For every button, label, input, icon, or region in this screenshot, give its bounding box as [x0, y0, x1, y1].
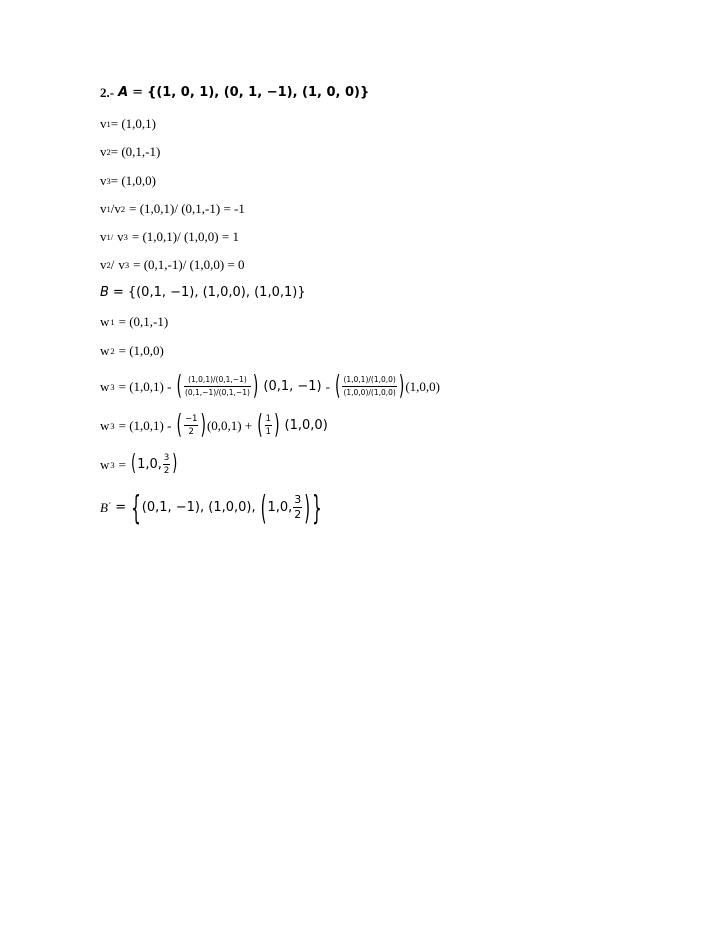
w3b-vector-2: (1,0,0) [284, 417, 328, 433]
v2-line: v 2 = (0,1,-1) [100, 144, 161, 159]
w3b-fraction-1 [184, 414, 199, 437]
bprime-prime: ´ [107, 501, 112, 513]
ratio3-value: = (0,1,-1)/ (1,0,0) = 0 [133, 257, 245, 272]
w3b-lhs: = (1,0,1) - [118, 417, 172, 433]
ratio2-b: v [117, 229, 124, 244]
bprime-fraction [293, 494, 302, 521]
w3a-paren-close-2: ) [398, 371, 405, 402]
w3-gram-schmidt-line: w 3 = (1,0,1) - ( $\frac{(1,0,1)/(0,1,-1)}{(0,1,-1)/(0,1,-1)}$ ) (0,1, −1) - ( $\frac{(1,0,1)/(1,0,0)}{(1,0,0)/(1,0,0)}$ ) (1,0,0) [100, 371, 440, 402]
set-b-line [100, 285, 306, 301]
w3-simplified-line: w 3 = (1,0,1) - ( $\frac{-1}{2}$ ) (0,0,1) + ( $\frac{1}{1}$ ) (1,0,0) [100, 410, 328, 441]
ratio-v1-v3: v 1/ v 3 = (1,0,1)/ (1,0,0) = 1 [100, 229, 239, 244]
ratio3-a: v [100, 257, 107, 272]
w3b-paren-open-2: ( [257, 410, 263, 441]
ratio-v1-v2: v 1 / v 2 = (1,0,1)/ (0,1,-1) = -1 [100, 201, 245, 216]
set-a-eq: = [132, 85, 144, 100]
w3a-lhs: = (1,0,1) - [118, 378, 172, 394]
v1-value: = (1,0,1) [110, 116, 156, 131]
w3c-inner: 1,0, [137, 456, 162, 472]
w3b-paren-open-1: ( [176, 410, 182, 441]
w3c-paren-open: ( [130, 450, 137, 477]
w3b-paren-close-2: ) [274, 410, 280, 441]
ratio2-a: v [100, 229, 107, 244]
bprime-eq: = [115, 499, 127, 515]
set-a-elements: {(1, 0, 1), (0, 1, −1), (1, 0, 0)} [147, 85, 370, 100]
w3b-f2-numerator: 1 [265, 414, 272, 424]
w1-line: w 1 = (0,1,-1) [100, 314, 169, 329]
w3c-eq: = [118, 456, 126, 472]
orthogonal-basis-line [100, 487, 323, 528]
w3c-name: w [100, 456, 110, 472]
w2-line: w 2 = (1,0,0) [100, 343, 164, 358]
ratio1-a: v [100, 201, 107, 216]
v2-value: = (0,1,-1) [110, 144, 161, 159]
w3b-fraction-2 [265, 414, 272, 437]
w3-result-line: w 3 = ( 1,0, $\frac{3}{2}$ ) [100, 450, 178, 477]
ratio1-sep: / [110, 201, 115, 216]
bprime-brace-open: { [131, 487, 141, 528]
v3-name: v [100, 173, 107, 188]
w3c-paren-close: ) [172, 450, 178, 477]
bprime-var: B [100, 499, 108, 515]
set-b-var: B [100, 285, 109, 300]
ratio1-b: v [114, 201, 121, 216]
w3a-paren-close-1: ) [252, 371, 259, 402]
bprime-numerator: 3 [294, 493, 302, 506]
v2-name: v [100, 144, 107, 159]
w3a-f1-numerator: (1,0,1)/(0,1,−1) [188, 375, 247, 384]
w3a-f2-numerator: (1,0,1)/(1,0,0) [343, 375, 396, 384]
set-a-var: A [118, 85, 129, 100]
w3b-f1-numerator: −1 [184, 414, 198, 424]
w3a-fraction-2 [342, 375, 396, 398]
v1-line: v 1 = (1,0,1) [100, 116, 156, 131]
ratio-v2-v3: v 2 / v 3 = (0,1,-1)/ (1,0,0) = 0 [100, 257, 245, 272]
w3c-numerator: 3 [163, 453, 170, 463]
w3b-paren-close-1: ) [200, 410, 206, 441]
bprime-paren-close: ) [304, 487, 311, 528]
w3b-name: w [100, 417, 110, 433]
w3a-paren-open-2: ( [334, 371, 341, 402]
w3a-vector-1: (0,1, −1) [263, 378, 322, 394]
bprime-vectors: (0,1, −1), (1,0,0), [141, 499, 256, 515]
ratio2-value: = (1,0,1)/ (1,0,0) = 1 [131, 229, 239, 244]
w3a-fraction-1 [184, 375, 251, 398]
w3a-vector-2: (1,0,0) [405, 378, 440, 394]
w3c-fraction [163, 453, 170, 476]
problem-number: 2.- [100, 85, 115, 100]
ratio3-b: v [118, 257, 125, 272]
w3c-denominator: 2 [163, 466, 170, 476]
w3b-f1-denominator: 2 [188, 427, 194, 437]
w3a-f2-denominator: (1,0,0)/(1,0,0) [343, 388, 396, 397]
w1-name: w [100, 314, 110, 329]
bprime-paren-open: ( [260, 487, 267, 528]
v3-line: v 3 = (1,0,0) [100, 173, 156, 188]
set-b-elements: {(0,1, −1), (1,0,0), (1,0,1)} [127, 285, 306, 300]
bprime-inner: 1,0, [267, 499, 293, 515]
w3a-paren-open-1: ( [176, 371, 182, 402]
v1-name: v [100, 116, 107, 131]
ratio1-value: = (1,0,1)/ (0,1,-1) = -1 [129, 201, 245, 216]
v3-value: = (1,0,0) [110, 173, 156, 188]
bprime-brace-close: } [312, 487, 322, 528]
w3a-minus: - [325, 378, 330, 394]
w1-value: = (0,1,-1) [118, 314, 169, 329]
w2-value: = (1,0,0) [118, 343, 164, 358]
w3a-f1-denominator: (0,1,−1)/(0,1,−1) [184, 388, 250, 397]
heading-set-a [100, 85, 369, 101]
ratio3-sep: / [110, 257, 115, 272]
w3b-f2-denominator: 1 [265, 427, 272, 437]
w2-name: w [100, 343, 110, 358]
bprime-denominator: 2 [294, 508, 302, 521]
w3a-name: w [100, 378, 110, 394]
set-b-eq: = [112, 285, 124, 300]
w3b-vector-1: (0,0,1) + [206, 417, 253, 433]
